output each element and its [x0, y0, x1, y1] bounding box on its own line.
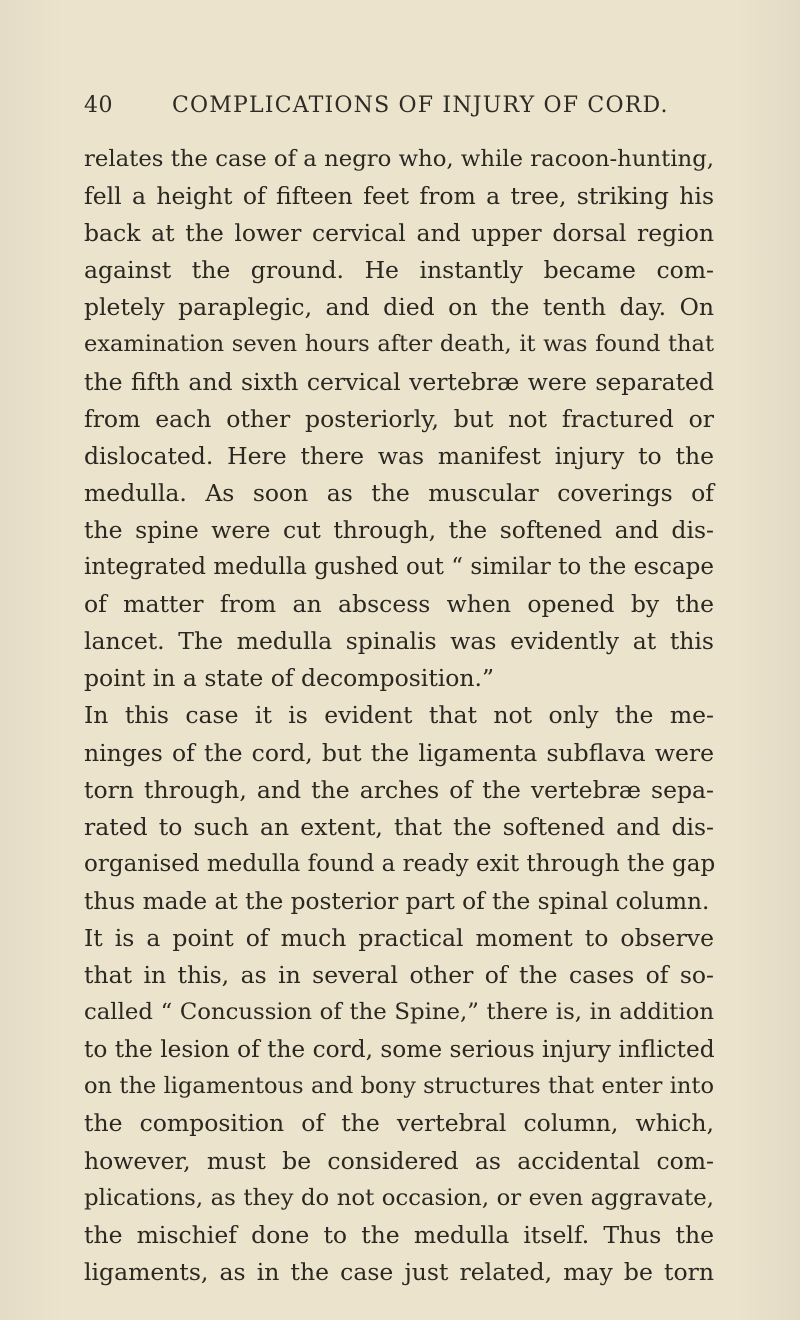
text-line: integrated medulla gushed out “ similar to the escape [84, 554, 714, 581]
text-line: of matter from an abscess when opened by the [84, 590, 714, 619]
text-line: against the ground. He instantly became com- [84, 256, 714, 285]
text-line: pletely paraplegic, and died on the tenth day. On [84, 293, 714, 322]
text-line: that in this, as in several other of the cases of so- [84, 961, 714, 990]
text-line: called “ Concussion of the Spine,” there is, in addition [84, 999, 714, 1026]
text-line: plications, as they do not occasion, or even aggravate, [84, 1184, 714, 1211]
text-line: relates the case of a negro who, while racoon-hunting, [84, 146, 714, 172]
text-line: the spine were cut through, the softened and dis- [84, 515, 714, 544]
text-line: the composition of the vertebral column, which, [84, 1109, 714, 1138]
body-text [84, 141, 714, 1291]
text-line: thus made at the posterior part of the spinal column. [84, 887, 710, 915]
text-line: rated to such an extent, that the softened and dis- [84, 812, 714, 841]
text-line: torn through, and the arches of the vertebræ sepa- [84, 775, 714, 804]
text-line: to the lesion of the cord, some serious injury inflicted [84, 1036, 715, 1064]
text-line: organised medulla found a ready exit through the gap [84, 850, 716, 877]
text-line: dislocated. Here there was manifest injury to the [84, 441, 714, 470]
text-line: point in a state of decomposition.” [84, 664, 495, 693]
text-line: fell a height of fifteen feet from a tree, striking his [84, 182, 714, 211]
running-title: COMPLICATIONS OF INJURY OF CORD. [172, 93, 669, 118]
text-line: the fifth and sixth cervical vertebræ were separated [84, 367, 714, 396]
page-number: 40 [84, 93, 113, 118]
text-line: back at the lower cervical and upper dorsal region [84, 219, 714, 248]
text-line: lancet. The medulla spinalis was evidently at this [84, 627, 714, 656]
text-line: It is a point of much practical moment to observe [84, 923, 714, 952]
text-line: the mischief done to the medulla itself. Thus the [84, 1220, 714, 1249]
text-line: however, must be considered as accidental com- [84, 1146, 714, 1175]
text-line: examination seven hours after death, it was found that [84, 331, 714, 358]
text-line: on the ligamentous and bony structures that enter into [84, 1073, 714, 1100]
text-line: In this case it is evident that not only the me- [84, 701, 714, 730]
text-line: medulla. As soon as the muscular coverings of [84, 478, 714, 507]
text-line: ligaments, as in the case just related, may be torn [84, 1257, 714, 1286]
text-line: ninges of the cord, but the ligamenta subflava were [84, 738, 714, 767]
running-head [84, 93, 724, 123]
text-line: from each other posteriorly, but not fractured or [84, 404, 714, 433]
